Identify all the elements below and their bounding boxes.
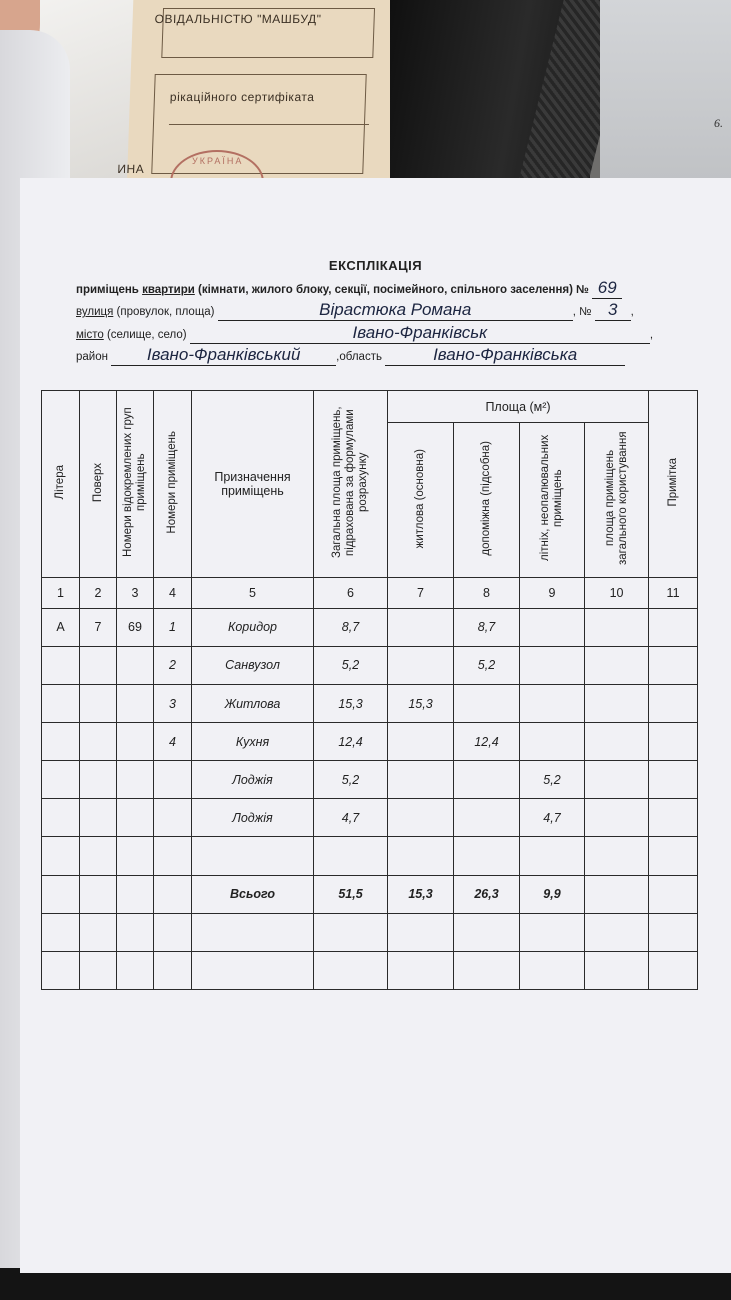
table-cell: [80, 684, 117, 722]
house-number: 3: [595, 300, 631, 321]
table-cell: [649, 646, 698, 684]
header-rooms: Номери приміщень: [154, 391, 192, 578]
header-living: житлова (основна): [388, 423, 454, 578]
table-row: [42, 951, 698, 989]
header-auxiliary: допоміжна (підсобна): [454, 423, 520, 578]
table-cell: [42, 875, 80, 913]
column-number: 4: [154, 577, 192, 608]
table-row: [42, 875, 698, 913]
table-cell: [649, 799, 698, 837]
table-cell: [80, 951, 117, 989]
table-cell: [192, 951, 314, 989]
table-cell: [649, 761, 698, 799]
table-cell: [454, 799, 520, 837]
table-cell: [388, 799, 454, 837]
table-cell: [80, 723, 117, 761]
header-area-group: Площа (м²): [388, 391, 649, 423]
table-cell: 2: [154, 646, 192, 684]
table-cell: [117, 875, 154, 913]
table-cell: 15,3: [314, 684, 388, 722]
region-value: Івано-Франківська: [385, 345, 625, 366]
header-total: Загальна площа приміщень, підрахована за формулами розрахунку: [314, 391, 388, 578]
column-number: 2: [80, 577, 117, 608]
explication-sheet: [20, 178, 731, 1273]
table-cell: 4: [154, 723, 192, 761]
table-cell: 4,7: [314, 799, 388, 837]
table-cell: [42, 646, 80, 684]
table-cell: [649, 723, 698, 761]
table-cell: [314, 837, 388, 875]
table-cell: 26,3: [454, 875, 520, 913]
table-cell: [117, 951, 154, 989]
table-cell: [649, 684, 698, 722]
table-cell: [42, 913, 80, 951]
table-cell: [454, 684, 520, 722]
explication-table: [41, 390, 698, 990]
table-cell: [649, 875, 698, 913]
table-cell: [388, 608, 454, 646]
header-poverkh: Поверх: [80, 391, 117, 578]
column-number: 3: [117, 577, 154, 608]
table-cell: 8,7: [454, 608, 520, 646]
table-cell: [520, 608, 585, 646]
table-cell: [80, 875, 117, 913]
table-cell: [388, 951, 454, 989]
table-cell: [388, 913, 454, 951]
table-cell: [585, 913, 649, 951]
table-cell: [585, 608, 649, 646]
table-cell: [80, 799, 117, 837]
table-cell: [585, 875, 649, 913]
table-cell: [585, 761, 649, 799]
column-number: 11: [649, 577, 698, 608]
table-cell: 15,3: [388, 875, 454, 913]
table-cell: 7: [80, 608, 117, 646]
form-top-text: ОВІДАЛЬНІСТЮ "МАШБУД": [154, 12, 322, 26]
column-number: 6: [314, 577, 388, 608]
table-cell: [585, 723, 649, 761]
column-number: 10: [585, 577, 649, 608]
table-cell: 4,7: [520, 799, 585, 837]
column-number: 1: [42, 577, 80, 608]
table-cell: Лоджія: [192, 799, 314, 837]
table-body: [42, 608, 698, 989]
table-cell: [80, 913, 117, 951]
table-cell: [80, 761, 117, 799]
table-cell: [154, 951, 192, 989]
table-row: [42, 799, 698, 837]
table-cell: Кухня: [192, 723, 314, 761]
table-cell: [454, 913, 520, 951]
street-value: Вірастюка Романа: [218, 300, 573, 321]
header-groups: Номери відокремлених груп приміщень: [117, 391, 154, 578]
table-cell: [192, 837, 314, 875]
city-value: Івано-Франківськ: [190, 323, 650, 344]
table-cell: [388, 723, 454, 761]
table-cell: Житлова: [192, 684, 314, 722]
table-cell: [454, 761, 520, 799]
table-cell: [80, 837, 117, 875]
table-cell: Коридор: [192, 608, 314, 646]
table-cell: [154, 913, 192, 951]
table-cell: [388, 646, 454, 684]
table-cell: [314, 951, 388, 989]
city-line: місто (селище, село) Івано-Франківськ ,: [76, 323, 654, 342]
table-cell: [117, 913, 154, 951]
table-cell: [80, 646, 117, 684]
table-cell: [649, 951, 698, 989]
table-cell: Всього: [192, 875, 314, 913]
table-cell: 15,3: [388, 684, 454, 722]
header-litera: Літера: [42, 391, 80, 578]
table-cell: [154, 875, 192, 913]
table-row: [42, 913, 698, 951]
table-cell: [585, 646, 649, 684]
table-cell: [117, 723, 154, 761]
table-cell: 3: [154, 684, 192, 722]
table-cell: [388, 761, 454, 799]
table-cell: [42, 951, 80, 989]
column-number: 9: [520, 577, 585, 608]
column-number: 5: [192, 577, 314, 608]
table-cell: [649, 837, 698, 875]
table-cell: [585, 837, 649, 875]
table-cell: 9,9: [520, 875, 585, 913]
table-cell: Санвузол: [192, 646, 314, 684]
document-title: ЕКСПЛІКАЦІЯ: [328, 258, 423, 273]
street-line: вулиця (провулок, площа) Вірастюка Романа , № 3 ,: [76, 300, 634, 319]
table-row: [42, 608, 698, 646]
table-cell: [520, 684, 585, 722]
table-cell: 69: [117, 608, 154, 646]
table-cell: [117, 799, 154, 837]
table-cell: [117, 761, 154, 799]
table-cell: 5,2: [314, 646, 388, 684]
table-cell: [117, 684, 154, 722]
form-bottom-text: ИНА: [117, 162, 145, 176]
table-row: [42, 723, 698, 761]
district-line: район Івано-Франківський ,область Івано-Франківська: [76, 345, 625, 366]
table-cell: [42, 684, 80, 722]
column-number-row: [42, 577, 698, 608]
apartment-number: 69: [592, 278, 622, 299]
header-purpose: Призначення приміщень: [192, 391, 314, 578]
table-cell: 5,2: [314, 761, 388, 799]
table-cell: [520, 913, 585, 951]
table-cell: 5,2: [520, 761, 585, 799]
table-cell: [454, 837, 520, 875]
table-cell: 1: [154, 608, 192, 646]
table-cell: 8,7: [314, 608, 388, 646]
table-cell: Лоджія: [192, 761, 314, 799]
table-cell: [520, 951, 585, 989]
table-cell: [585, 684, 649, 722]
background-paper-right: [600, 0, 731, 190]
table-cell: [388, 837, 454, 875]
table-cell: [314, 913, 388, 951]
table-cell: [585, 799, 649, 837]
seal-text: УКРАЇНА: [192, 156, 244, 166]
table-cell: [649, 913, 698, 951]
table-cell: [649, 608, 698, 646]
table-row: [42, 684, 698, 722]
table-cell: 51,5: [314, 875, 388, 913]
header-summer: літніх, неопалювальних приміщень: [520, 423, 585, 578]
table-cell: [520, 646, 585, 684]
column-number: 8: [454, 577, 520, 608]
form-mid-text: рікаційного сертифіката: [169, 90, 315, 104]
table-cell: 5,2: [454, 646, 520, 684]
table-cell: [117, 837, 154, 875]
table-cell: [42, 723, 80, 761]
table-cell: [154, 799, 192, 837]
table-row: [42, 837, 698, 875]
table-cell: [42, 761, 80, 799]
table-cell: [454, 951, 520, 989]
background-certificate-form: [117, 0, 404, 190]
right-page-number: 6.: [714, 116, 723, 130]
table-cell: 12,4: [314, 723, 388, 761]
table-cell: А: [42, 608, 80, 646]
table-row: [42, 761, 698, 799]
table-cell: [520, 723, 585, 761]
premises-line: приміщень квартири (кімнати, жилого блоку, секції, посімейного, спільного заселення) № 69: [76, 278, 622, 299]
table-cell: [42, 799, 80, 837]
table-cell: [520, 837, 585, 875]
header-note: Примітка: [649, 391, 698, 578]
header-common: площа приміщень загального користування: [585, 423, 649, 578]
table-row: [42, 646, 698, 684]
table-cell: [192, 913, 314, 951]
table-cell: 12,4: [454, 723, 520, 761]
column-number: 7: [388, 577, 454, 608]
table-cell: [154, 837, 192, 875]
table-cell: [585, 951, 649, 989]
table-cell: [42, 837, 80, 875]
table-cell: [117, 646, 154, 684]
district-value: Івано-Франківський: [111, 345, 336, 366]
table-cell: [154, 761, 192, 799]
